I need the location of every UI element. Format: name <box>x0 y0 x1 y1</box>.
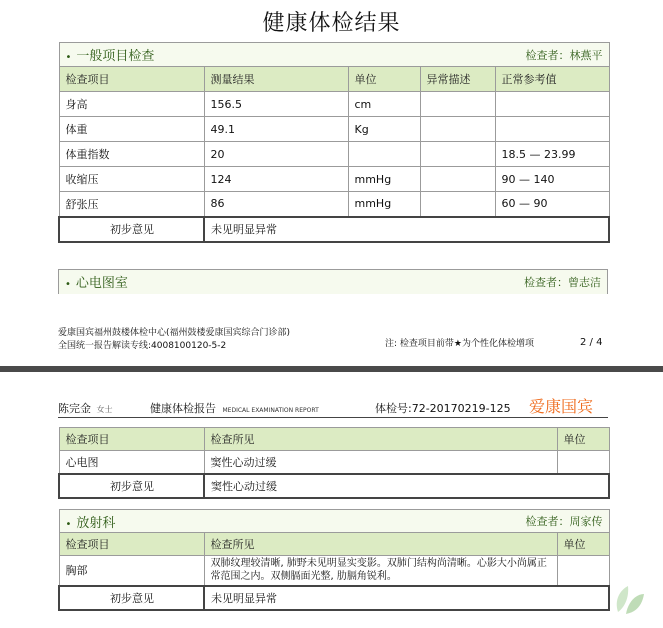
checker-name: 曾志洁 <box>568 275 601 289</box>
summary-row <box>59 474 609 498</box>
page-title: 健康体检结果 <box>262 11 401 36</box>
item-unit <box>557 556 609 586</box>
bullet-icon: • <box>65 279 71 291</box>
summary-value: 未见明显异常 <box>204 586 609 610</box>
patient-name: 陈完金 <box>58 402 91 415</box>
item-unit <box>557 451 609 474</box>
table-row <box>59 117 609 142</box>
table-row <box>59 142 609 167</box>
table-row <box>59 556 609 586</box>
item-result: 124 <box>204 167 348 192</box>
checker-label: 检查者： <box>524 275 568 289</box>
summary-label: 初步意见 <box>59 474 204 498</box>
item-abnormal <box>420 92 495 117</box>
column-header: 正常参考值 <box>495 67 609 92</box>
item-unit: mmHg <box>348 192 420 217</box>
patient-info <box>58 400 113 416</box>
bullet-icon: • <box>65 52 72 63</box>
column-header: 单位 <box>348 67 420 92</box>
checker-name: 林燕平 <box>569 48 603 62</box>
item-unit <box>348 142 420 167</box>
page-number: 2 / 4 <box>580 337 603 348</box>
item-abnormal <box>420 142 495 167</box>
summary-label: 初步意见 <box>59 586 204 610</box>
item-result: 49.1 <box>204 117 348 142</box>
column-header: 检查项目 <box>59 428 204 451</box>
table-row <box>59 92 609 117</box>
item-reference: 90 — 140 <box>495 167 609 192</box>
section-title: 一般项目检查 <box>76 49 155 64</box>
summary-label: 初步意见 <box>59 217 204 242</box>
radiology-table <box>58 509 610 611</box>
report-title <box>150 400 319 416</box>
item-name: 舒张压 <box>59 192 204 217</box>
table-row <box>59 451 609 474</box>
footer-center-name: 爱康国宾福州鼓楼体检中心(福州鼓楼爱康国宾综合门诊部) <box>58 328 291 338</box>
page-divider <box>0 366 663 372</box>
brand-logo: 爱康国宾 <box>529 397 594 416</box>
table-row <box>59 192 609 217</box>
section-title: 心电图室 <box>75 276 128 292</box>
column-header: 异常描述 <box>420 67 495 92</box>
summary-row <box>59 586 609 610</box>
footer-hotline: 全国统一报告解读专线:4008100120-5-2 <box>58 341 227 351</box>
item-name: 收缩压 <box>59 167 204 192</box>
exam-number-value: 72-20170219-125 <box>411 402 511 415</box>
ecg-table <box>58 427 610 499</box>
item-name: 胸部 <box>59 556 204 586</box>
item-reference: 18.5 — 23.99 <box>495 142 609 167</box>
column-header: 单位 <box>557 428 609 451</box>
column-header: 检查所见 <box>204 533 557 556</box>
exam-number <box>375 400 511 416</box>
checker-label: 检查者： <box>525 515 570 528</box>
column-header: 单位 <box>557 533 609 556</box>
patient-gender: 女士 <box>96 405 113 414</box>
leaf-icon <box>612 582 646 618</box>
item-result: 156.5 <box>204 92 348 117</box>
column-header: 检查项目 <box>59 67 204 92</box>
item-result: 20 <box>204 142 348 167</box>
summary-value: 未见明显异常 <box>204 217 609 242</box>
exam-number-label: 体检号: <box>375 402 412 415</box>
item-name: 身高 <box>59 92 204 117</box>
item-reference <box>495 117 609 142</box>
section-header-radiology <box>59 510 609 533</box>
column-header: 检查项目 <box>59 533 204 556</box>
report-title-cn: 健康体检报告 <box>150 402 216 415</box>
checker-label: 检查者： <box>525 48 570 62</box>
section-title: 放射科 <box>76 515 116 531</box>
item-result: 86 <box>204 192 348 217</box>
ecg-room-header <box>58 269 608 294</box>
item-name: 体重指数 <box>59 142 204 167</box>
item-unit: Kg <box>348 117 420 142</box>
item-abnormal <box>420 117 495 142</box>
item-abnormal <box>420 192 495 217</box>
item-abnormal <box>420 167 495 192</box>
item-reference: 60 — 90 <box>495 192 609 217</box>
summary-row <box>59 217 609 242</box>
header-rule <box>58 417 608 418</box>
summary-value: 窦性心动过缓 <box>204 474 609 498</box>
item-unit: mmHg <box>348 167 420 192</box>
column-header: 测量结果 <box>204 67 348 92</box>
footer-note: 注: 检查项目前带★为个性化体检增项 <box>385 339 534 349</box>
checker-name: 周家传 <box>569 515 603 528</box>
item-unit: cm <box>348 92 420 117</box>
section-header-general <box>59 43 609 67</box>
general-exam-table <box>58 42 610 243</box>
item-reference <box>495 92 609 117</box>
report-title-en: MEDICAL EXAMINATION REPORT <box>222 407 319 414</box>
column-header: 检查所见 <box>204 428 557 451</box>
bullet-icon: • <box>65 518 72 530</box>
item-name: 心电图 <box>59 451 204 474</box>
item-finding: 双肺纹理较清晰, 肺野未见明显实变影。双肺门结构尚清晰。心影大小尚属正常范围之内。双侧膈面光整, 肋膈角锐利。 <box>204 556 557 586</box>
item-finding: 窦性心动过缓 <box>204 451 557 474</box>
item-name: 体重 <box>59 117 204 142</box>
table-row <box>59 167 609 192</box>
